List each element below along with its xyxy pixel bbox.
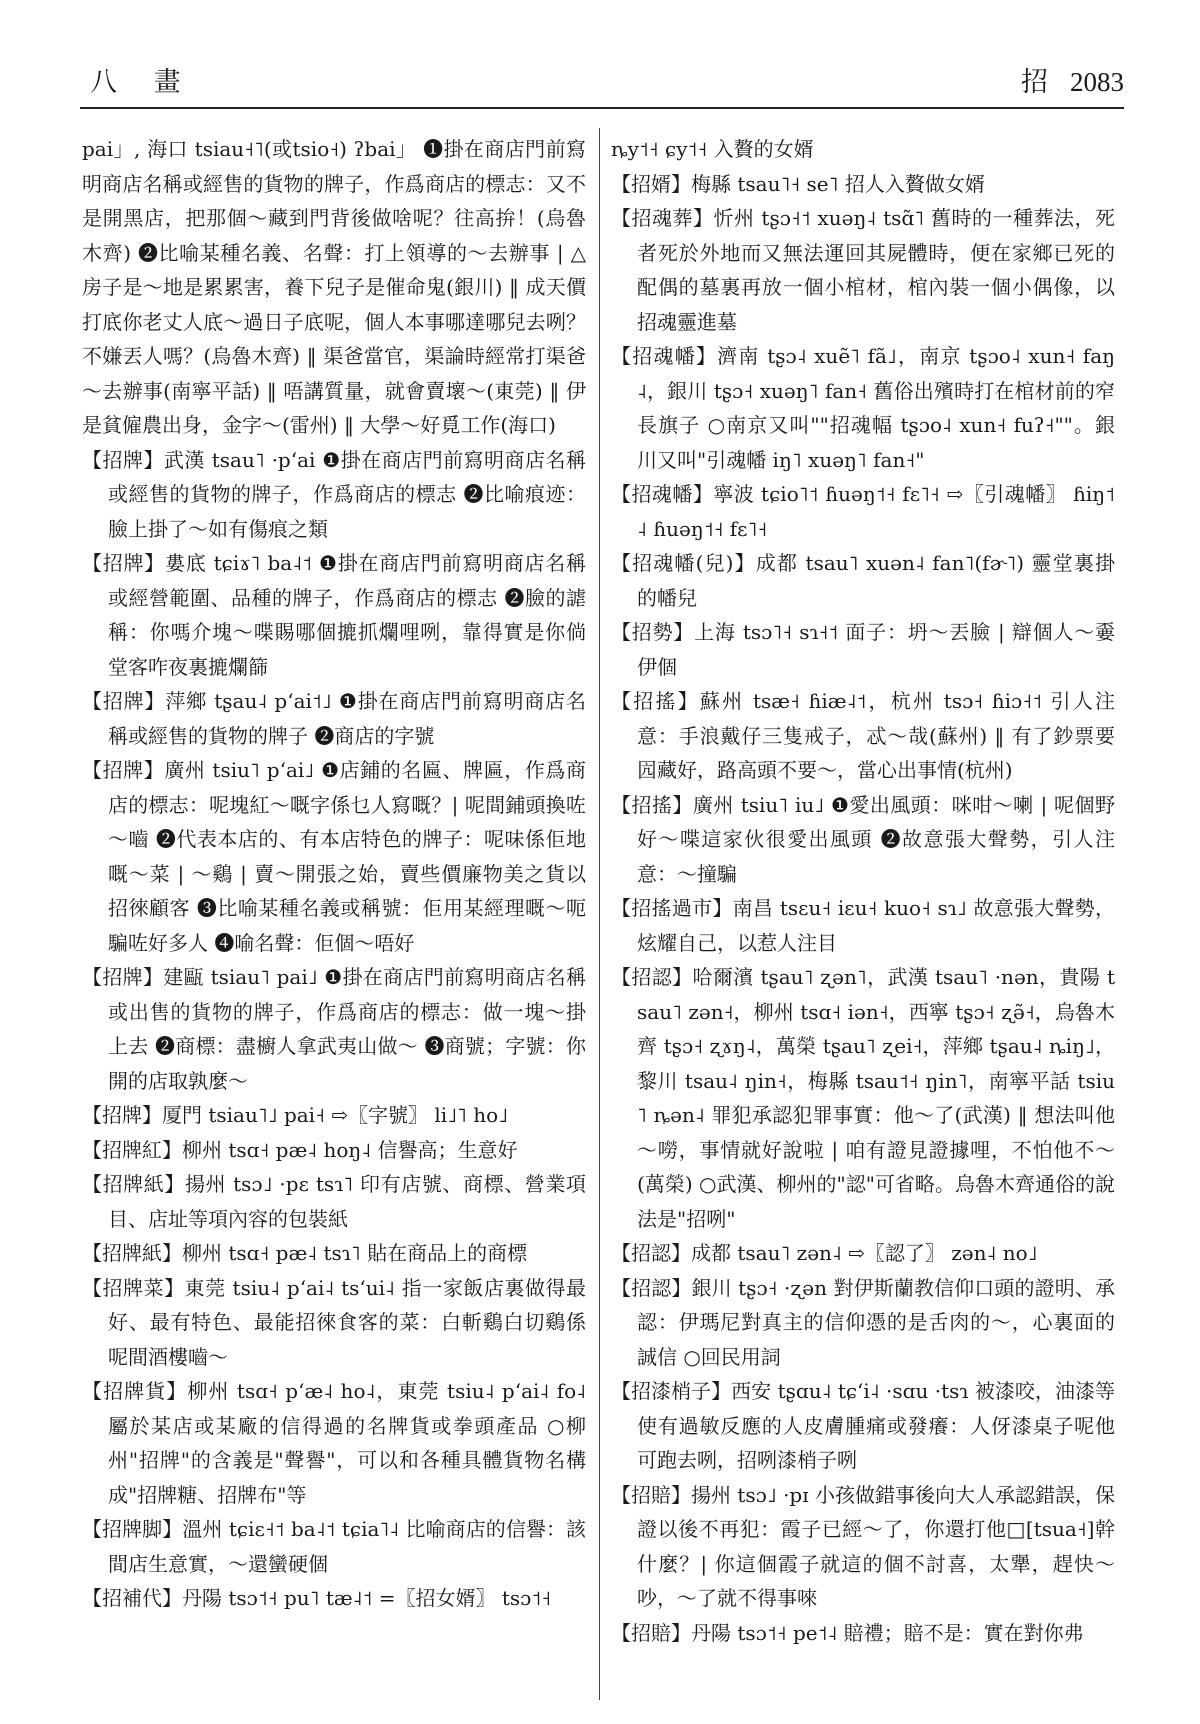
dictionary-entry: 【招魂葬】忻州 tʂɔ˧˦ xuəŋ˨ tsɑ̃˥ 舊時的一種葬法，死者死於外地而又無法運回其屍體時，便在家鄉已死的配偶的墓裏再放一個小棺材，棺內裝一個小偶像，以招魂靈進墓 [611, 206, 1115, 334]
dictionary-entry: 【招牌】萍鄉 tʂau˨ pʻai˦˩ ❶掛在商店門前寫明商店名稱或經售的貨物的牌子 ❷商店的字號 [82, 689, 586, 748]
dictionary-entry: 【招牌菜】東莞 tsiu˨ pʻai˨ tsʻui˨ 指一家飯店裏做得最好、最有特色、最能招徠食客的菜：白斬鷄白切鷄係呢間酒樓嚙～ [82, 1275, 586, 1369]
dictionary-entry: 【招牌紙】柳州 tsɑ˧ pæ˨ tsɿ˥ 貼在商品上的商標 [82, 1241, 528, 1265]
dictionary-entry: 【招牌】婁底 tɕiɤ˥ ba˨˦ ❶掛在商店門前寫明商店名稱或經營範圍、品種的牌子，作爲商店的標志 ❷臉的謔稱：你嗎介塊～喋賜哪個摝抓爛哩咧，靠得實是你倘堂客咋夜裏摝爛篩 [82, 551, 586, 679]
dictionary-entry: 【招魂幡】濟南 tʂɔ˨ xuẽ˥ fã˩，南京 tʂɔo˨ xun˧ faŋ˨，銀川 tʂɔ˧ xuəŋ˥ fan˧ 舊俗出殯時打在棺材前的窄長旗子 ○南京又叫""招魂幅 tʂɔo˨ xun˧ fuʔ˧""。銀川又叫"引魂幡 iŋ˥ xuəŋ˥ fan˧" [611, 344, 1115, 472]
dictionary-entry: 【招牌紙】揚州 tsɔ˩ ·pɛ tsɿ˥ 印有店號、商標、營業項目、店址等項內容的包裝紙 [82, 1172, 586, 1231]
dictionary-entry: 【招認】成都 tsau˥ zən˨ ⇨〖認了〗 zən˨ no˩ [611, 1241, 1038, 1265]
dictionary-entry: 【招賠】揚州 tsɔ˩ ·pɪ 小孩做錯事後向大人承認錯誤，保證以後不再犯：霞子已經～了，你還打他□[tsua˧]幹什麼？| 你這個霞子就這的個不討喜，太犟，趕快～吵，～了就不得事唻 [611, 1482, 1115, 1610]
dictionary-entry: 【招認】銀川 tʂɔ˧ ·ʐən 對伊斯蘭教信仰口頭的證明、承認：伊瑪尼對真主的信仰憑的是舌肉的～，心裏面的誠信 ○回民用詞 [611, 1275, 1115, 1369]
running-headword: 招 [1021, 67, 1048, 98]
dictionary-entry: 【招牌脚】溫州 tɕiɛ˧˦ ba˨˦ tɕia˥˨ 比喻商店的信譽：該間店生意實，～還蠻硬個 [82, 1517, 586, 1576]
dictionary-entry: 【招認】哈爾濱 tʂau˥ ʐən˥，武漢 tsau˥ ·nən，貴陽 tsau˥ zən˧，柳州 tsɑ˧ iən˧，西寧 tʂɔ˧ ʐə̃˧，烏魯木齊 tʂɔ˧ ʐɤŋ˨，萬榮 tʂau˥ ʐei˧，萍鄉 tʂau˨ ȵiŋ˩，黎川 tsau˨ ŋin˧，梅縣 tsau˦˧ ŋin˥，南寧平話 tsiu˥ ȵən˨ 罪犯承認犯罪事實：他～了(武漢) ‖ 想法叫他～嘮，事情就好說啦 | 咱有證見證據哩，不怕他不～(萬榮) ○武漢、柳州的"認"可省略。烏魯木齊通俗的說法是"招咧" [611, 965, 1115, 1231]
section-label: 八 畫 [90, 67, 195, 98]
column-divider [599, 128, 600, 1700]
dictionary-entry: 【招牌】武漢 tsau˥ ·pʻai ❶掛在商店門前寫明商店名稱或經售的貨物的牌子，作爲商店的標志 ❷比喻痕迹：臉上掛了～如有傷痕之類 [82, 447, 586, 541]
dictionary-entry: 【招牌紅】柳州 tsɑ˧ pæ˨ hoŋ˨ 信譽高；生意好 [82, 1137, 518, 1162]
left-column [82, 132, 586, 1616]
page-header [80, 55, 1124, 109]
page-headword-and-number [1021, 60, 1124, 99]
dictionary-entry: 【招賠】丹陽 tsɔ˦˧ pe˦˨ 賠禮；賠不是：實在對你弗 [611, 1620, 1084, 1645]
dictionary-entry: 【招牌】建甌 tsiau˥ pai˩ ❶掛在商店門前寫明商店名稱或出售的貨物的牌子，作爲商店的標志：做一塊～掛上去 ❷商標：盡櫥人拿武夷山做～ ❸商號；字號：你開的店取孰麼～ [82, 965, 586, 1093]
dictionary-entry: 【招牌】厦門 tsiau˥˩ pai˧ ⇨〖字號〗 li˩˥ ho˩ [82, 1103, 509, 1127]
dictionary-entry: 【招魂幡(兒)】成都 tsau˥ xuən˨ fan˥(fɚ˥) 靈堂裏掛的幡兒 [611, 551, 1115, 610]
dictionary-entry: 【招魂幡】寧波 tɕio˥˦ ɦuəŋ˦˧ fɛ˥˧ ⇨〖引魂幡〗 ɦiŋ˦˨ ɦuəŋ˦˧ fɛ˥˧ [611, 482, 1115, 541]
dictionary-entry: 【招牌貨】柳州 tsɑ˧ pʻæ˨ ho˨，東莞 tsiu˨ pʻai˨ fo˨ 屬於某店或某廠的信得過的名牌貨或拳頭產品 ○柳州"招牌"的含義是"聲譽"，可以和各種具體貨物名構成"招牌糖、招牌布"等 [82, 1379, 586, 1507]
dictionary-entry: 【招勢】上海 tsɔ˥˧ sɿ˧˦ 面子：坍～丟臉 | 辯個人～嫑伊個 [611, 620, 1115, 679]
page-number: 2083 [1070, 67, 1124, 97]
dictionary-entry: 【招漆梢子】西安 tʂɑu˨ tɕʻi˨ ·sɑu ·tsɿ 被漆咬，油漆等使有過敏反應的人皮膚腫痛或發癢：人伢漆桌子呢他可跑去咧，招咧漆梢子咧 [611, 1379, 1115, 1472]
dictionary-entry: 【招補代】丹陽 tsɔ˦˧ pu˥ tæ˨˦ =〖招女婿〗 tsɔ˦˧ [82, 1586, 552, 1610]
dictionary-entry: 【招牌】廣州 tsiu˥ pʻai˩ ❶店鋪的名匾、牌匾，作爲商店的標志：呢塊紅～嘅字係乜人寫嘅？| 呢間鋪頭換咗～嚙 ❷代表本店的、有本店特色的牌子：呢味係佢地嘅～菜 | ～鷄 | 賣～開張之始，賣些價廉物美之貨以招徠顧客 ❸比喻某種名義或稱號：佢用某經理嘅～呃騙咗好多人 ❹喻名聲：佢個～唔好 [82, 758, 586, 955]
dictionary-entry: 【招婿】梅縣 tsau˥˧ se˥ 招人入贅做女婿 [611, 171, 985, 196]
dictionary-entry: ȵy˦˧ ɕy˦˧ 入贅的女婿 [611, 137, 814, 161]
dictionary-entry: 【招搖過市】南昌 tsɛu˧ iɛu˧ kuo˧ sɿ˩ 故意張大聲勢，炫耀自己，以惹人注目 [611, 896, 1115, 955]
dictionary-entry: pai」, 海口 tsiau˧˥(或tsio˧) ʔbai」 ❶掛在商店門前寫明商店名稱或經售的貨物的牌子，作爲商店的標志：又不是開黑店，把那個～藏到門背後做啥呢？往高拚！(烏魯木齊) ❷比喻某種名義、名聲：打上領導的～去辦事 | △房子是～地是累累害，養下兒子是催命鬼(銀川) ‖ 成天價打底你老丈人底～過日子底呢，個人本事哪達哪兒去咧？不嫌丟人嗎？(烏魯木齊) ‖ 渠爸當官，渠論時經常打渠爸～去辦事(南寧平話) ‖ 唔講質量，就會賣壞～(東莞) ‖ 伊是貧僱農出身，金字～(雷州) ‖ 大學～好覓工作(海口) [82, 137, 586, 437]
dictionary-entry: 【招搖】蘇州 tsæ˧ ɦiæ˨˦，杭州 tsɔ˧ ɦiɔ˧˦ 引人注意：手浪戴仔三隻戒子，忒～哉(蘇州) ‖ 有了鈔票要囥藏好，路高頭不要～，當心出事情(杭州) [611, 689, 1115, 782]
dictionary-entry: 【招搖】廣州 tsiu˥ iu˩ ❶愛出風頭：咪咁～喇 | 呢個野好～喋這家伙很愛出風頭 ❷故意張大聲勢，引人注意：～撞騙 [611, 792, 1115, 886]
right-column [611, 132, 1115, 1650]
